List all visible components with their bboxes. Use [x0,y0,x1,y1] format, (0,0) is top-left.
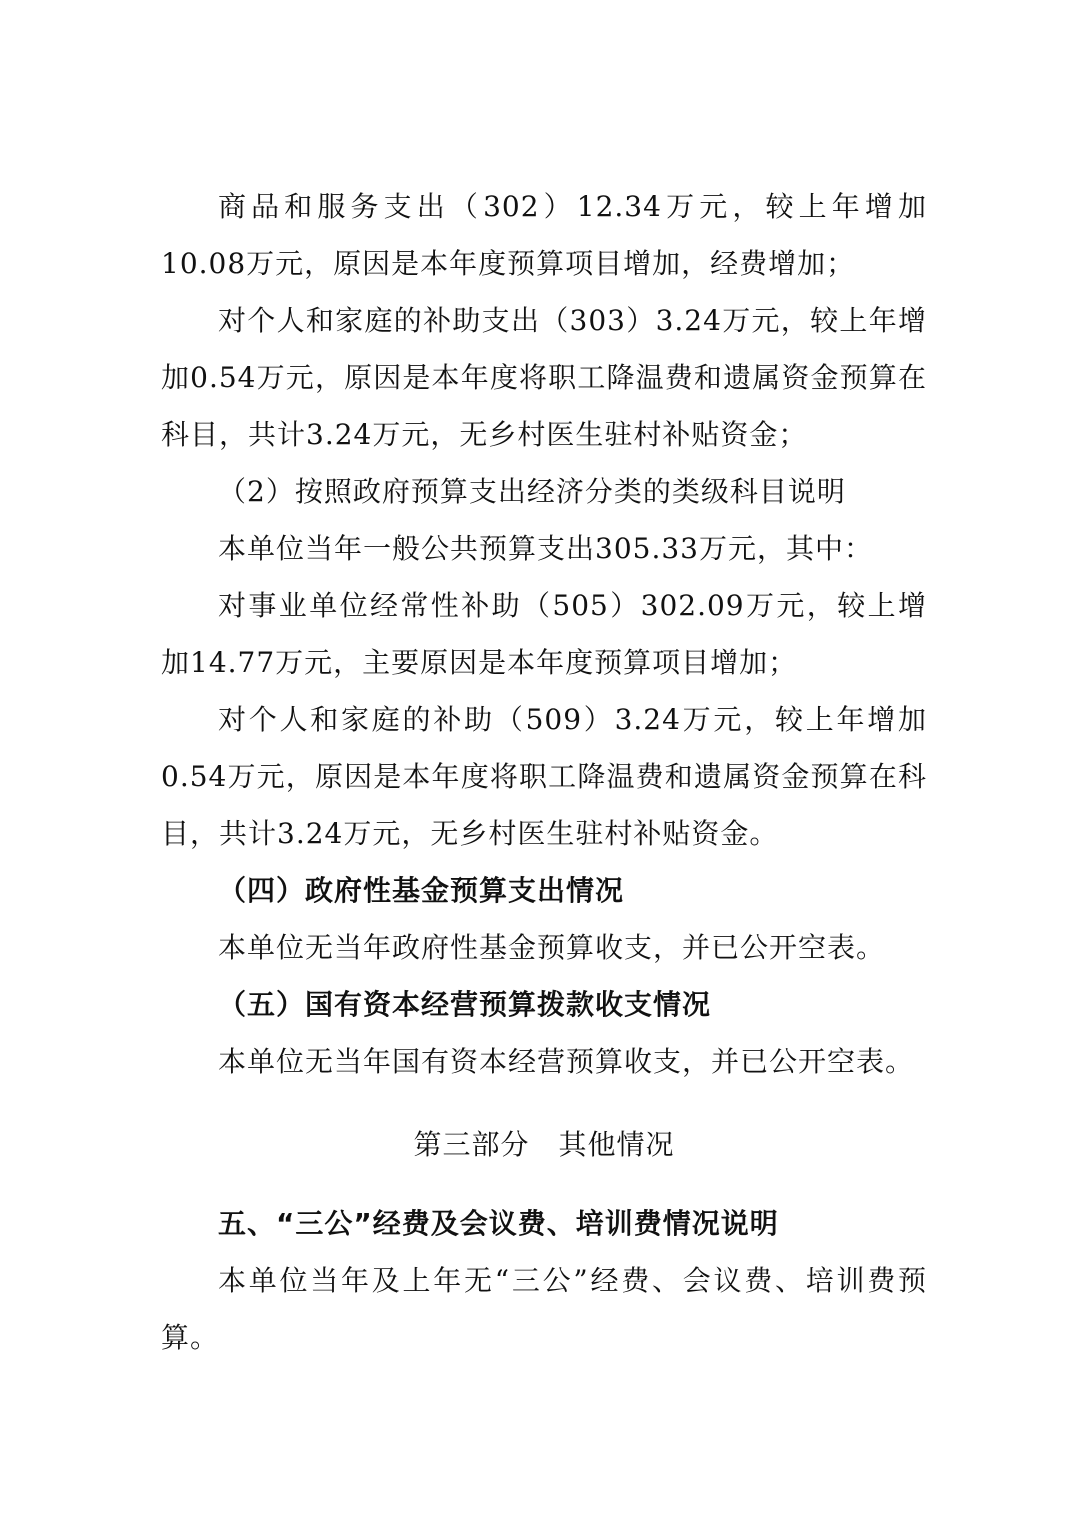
paragraph-goods-services: 商品和服务支出（302）12.34万元，较上年增加10.08万元，原因是本年度预算项目增加，经费增加； [161,190,927,280]
heading-state-capital: （五）国有资本经营预算拨款收支情况 [218,988,712,1021]
heading-government-fund: （四）政府性基金预算支出情况 [218,874,625,907]
paragraph-government-fund: 本单位无当年政府性基金预算收支，并已公开空表。 [218,931,886,964]
paragraph-general-budget-total: 本单位当年一般公共预算支出305.33万元，其中： [218,532,873,565]
section-title-part-three: 第三部分 其他情况 [413,1128,675,1161]
paragraph-state-capital: 本单位无当年国有资本经营预算收支，并已公开空表。 [218,1045,915,1078]
paragraph-institution-subsidy-505: 对事业单位经常性补助（505）302.09万元，较上增加14.77万元，主要原因是本年度预算项目增加； [161,589,927,679]
paragraph-household-subsidy-303: 对个人和家庭的补助支出（303）3.24万元，较上年增加0.54万元，原因是本年度将职工降温费和遗属资金预算在科目，共计3.24万元，无乡村医生驻村补贴资金； [161,304,927,451]
paragraph-household-subsidy-509: 对个人和家庭的补助（509）3.24万元，较上年增加0.54万元，原因是本年度将职工降温费和遗属资金预算在科目，共计3.24万元，无乡村医生驻村补贴资金。 [161,703,927,850]
document-body [161,178,927,1366]
subheading-economic-classification: （2）按照政府预算支出经济分类的类级科目说明 [218,475,846,508]
heading-three-public-expenses: 五、“三公”经费及会议费、培训费情况说明 [218,1207,779,1240]
paragraph-three-public-expenses: 本单位当年及上年无“三公”经费、会议费、培训费预算。 [161,1264,927,1354]
